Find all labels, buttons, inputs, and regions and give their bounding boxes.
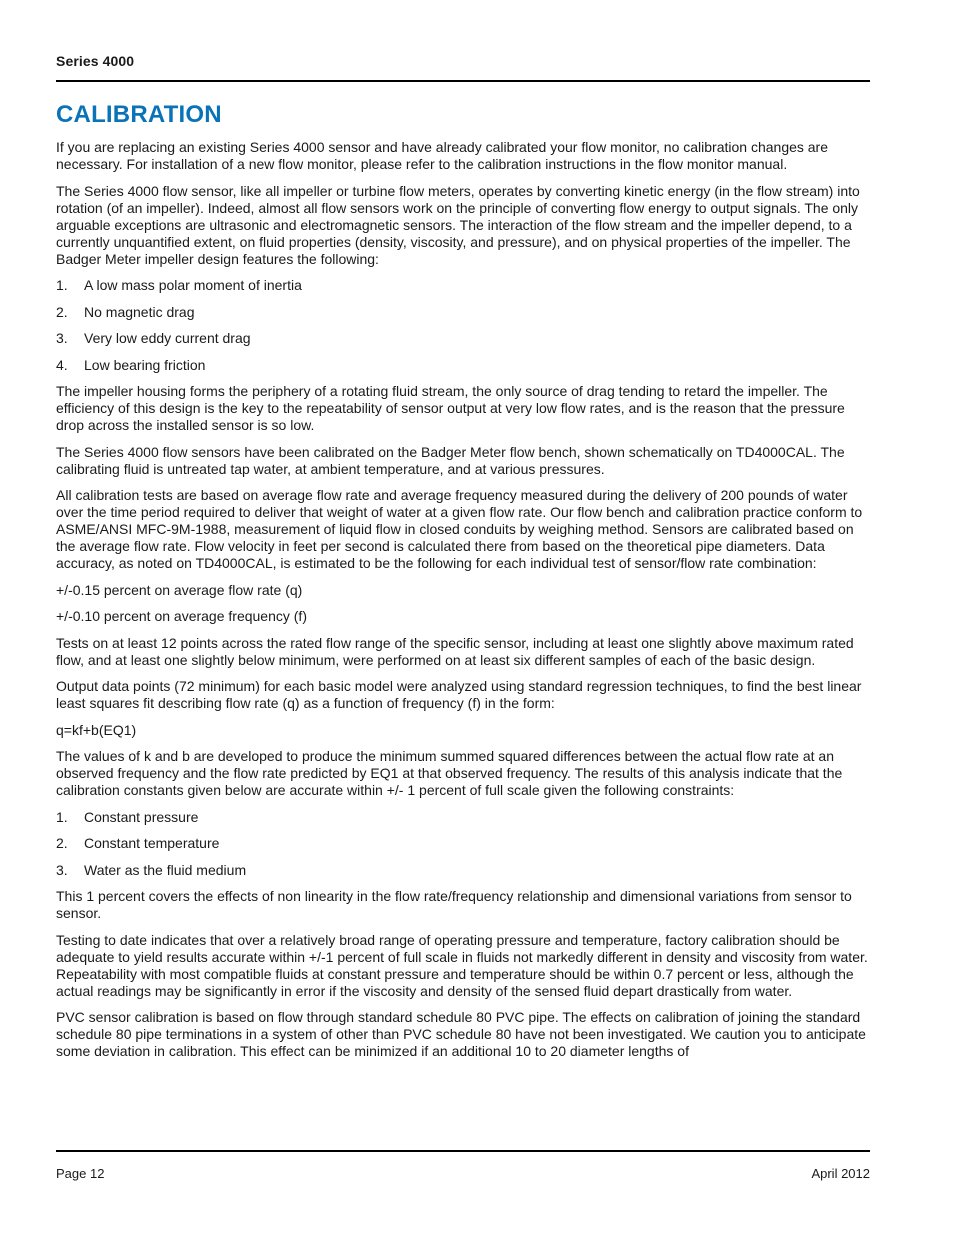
publication-date: April 2012 xyxy=(811,1166,870,1181)
impeller-features-list xyxy=(56,277,870,374)
paragraph-intro: If you are replacing an existing Series 4000 sensor and have already calibrated your flow monitor, no calibration changes are necessary. For installation of a new flow monitor, please refer to the calibration instructions in the flow monitor manual. xyxy=(56,139,829,172)
paragraph-testing: Testing to date indicates that over a relatively broad range of operating pressure and temperature, factory calibration should be adequate to yield results accurate within +/-1 percent of full scale in fluids not markedly different in density and viscosity from water. Repeatability with most compatible fluids at constant pressure and temperature should be within 0.7 percent or less, although the actual readings may be significantly in error if the viscosity and density of the sensed fluid depart drastically from water. xyxy=(56,931,868,999)
accuracy-flow-rate: +/-0.15 percent on average flow rate (q) xyxy=(56,581,303,598)
accuracy-frequency: +/-0.10 percent on average frequency (f) xyxy=(56,608,307,624)
header-divider xyxy=(56,80,870,82)
paragraph-test-points: Tests on at least 12 points across the rated flow range of the specific sensor, including at least one slightly above maximum rated flow, and at least one slightly below minimum, were performed on at least six different samples of each of the basic design. xyxy=(56,634,854,668)
list-item xyxy=(56,835,870,852)
footer-divider xyxy=(56,1150,870,1152)
list-number: 1. xyxy=(56,808,68,825)
list-number: 4. xyxy=(56,356,68,373)
list-number: 1. xyxy=(56,277,68,293)
body-content xyxy=(56,139,870,1070)
list-text: Constant temperature xyxy=(84,835,220,851)
list-item xyxy=(56,809,870,826)
paragraph-principle: The Series 4000 flow sensor, like all impeller or turbine flow meters, operates by converting kinetic energy (in the flow stream) into rotation (of an impeller). Indeed, almost all flow sensors work on the principle of converting flow energy to output signals. The only arguable exceptions are ultrasonic and electromagnetic sensors. The interaction of the flow stream and the impeller depend, to a currently unquantified extent, on fluid properties (density, viscosity, and pressure), and on physical properties of the impeller. The Badger Meter impeller design features the following: xyxy=(56,182,860,267)
paragraph-flow-bench: The Series 4000 flow sensors have been calibrated on the Badger Meter flow bench, shown schematically on TD4000CAL. The calibrating fluid is untreated tap water, at ambient temperature, and at various pressures. xyxy=(56,443,845,477)
paragraph-linearity: This 1 percent covers the effects of non linearity in the flow rate/frequency relationship and dimensional variations from sensor to sensor. xyxy=(56,888,852,921)
list-text: Constant pressure xyxy=(84,808,199,825)
equation-eq1: q=kf+b(EQ1) xyxy=(56,721,137,738)
paragraph-constants: The values of k and b are developed to produce the minimum summed squared differences between the actual flow rate at an observed frequency and the flow rate predicted by EQ1 at that observed frequency. The results of this analysis indicate that the calibration constants given below are accurate within +/- 1 percent of full scale given the following constraints: xyxy=(56,748,843,798)
constraints-list xyxy=(56,809,870,879)
list-item xyxy=(56,277,870,294)
list-number: 2. xyxy=(56,303,68,320)
paragraph-housing: The impeller housing forms the periphery of a rotating fluid stream, the only source of drag tending to retard the impeller. The efficiency of this design is the key to the repeatability of sensor output at very low flow rates, and is the reason that the pressure drop across the installed sensor is so low. xyxy=(56,383,845,433)
list-number: 3. xyxy=(56,330,68,346)
list-text: Water as the fluid medium xyxy=(84,861,247,878)
list-text: Low bearing friction xyxy=(84,356,206,373)
series-header: Series 4000 xyxy=(56,53,135,69)
list-text: Very low eddy current drag xyxy=(84,330,251,346)
list-text: A low mass polar moment of inertia xyxy=(84,277,302,293)
list-item xyxy=(56,330,870,347)
paragraph-regression: Output data points (72 minimum) for each basic model were analyzed using standard regression techniques, to find the best linear least squares fit describing flow rate (q) as a function of frequency (f) in the form: xyxy=(56,678,862,711)
list-item xyxy=(56,304,870,321)
document-page xyxy=(56,0,870,1235)
paragraph-pvc: PVC sensor calibration is based on flow through standard schedule 80 PVC pipe. The effects on calibration of joining the standard schedule 80 pipe terminations in a system of other than PVC schedule 80 have not been investigated. We caution you to anticipate some deviation in calibration. This effect can be minimized if an additional 10 to 20 diameter lengths of xyxy=(56,1009,866,1059)
list-number: 2. xyxy=(56,835,68,851)
list-item xyxy=(56,862,870,879)
page-number: Page 12 xyxy=(56,1166,105,1181)
list-text: No magnetic drag xyxy=(84,303,195,320)
paragraph-tests: All calibration tests are based on average flow rate and average frequency measured during the delivery of 200 pounds of water over the time period required to deliver that weight of water at a given flow rate. Our flow bench and calibration practice conform to ASME/ANSI MFC-9M-1988, measurement of liquid flow in closed conduits by weighing method. Sensors are calibrated based on the average flow rate. Flow velocity in feet per second is calculated there from based on the theoretical pipe diameters. Data accuracy, as noted on TD4000CAL, is estimated to be the following for each individual test of sensor/flow rate combination: xyxy=(56,487,863,571)
list-item xyxy=(56,357,870,374)
section-title: CALIBRATION xyxy=(56,101,222,128)
list-number: 3. xyxy=(56,861,68,878)
